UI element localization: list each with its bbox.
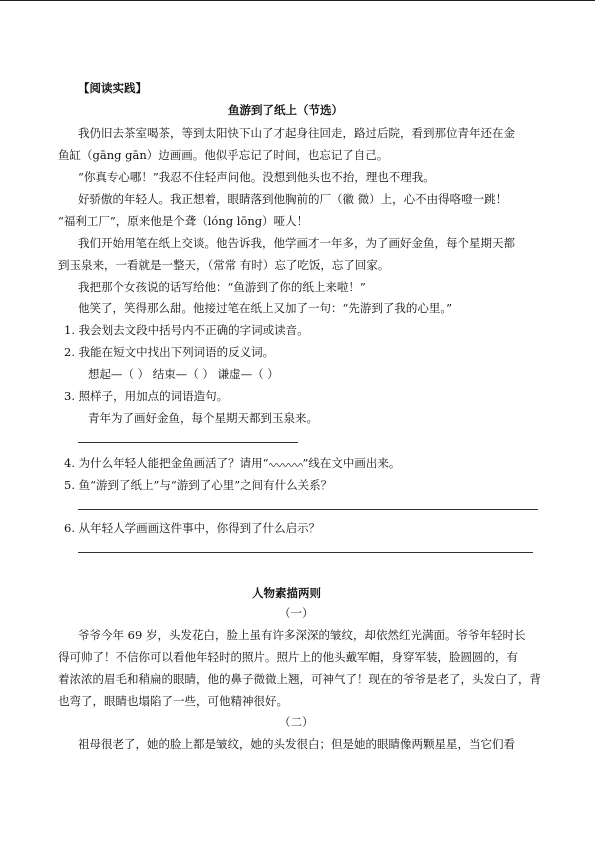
answer-line-q6[interactable] — [78, 552, 533, 553]
top-border — [0, 0, 595, 1]
question-2: 2. 我能在短文中找出下列词语的反义词。 — [64, 345, 275, 359]
question-3-example: 青年为了画好金鱼，每个星期天都到玉泉来。 — [88, 411, 318, 425]
part2-title: 人物素描两则 — [252, 586, 321, 600]
part2-p1-line1: 爷爷今年 69 岁，头发花白，脸上虽有许多深深的皱纹，却依然红光满面。爷爷年轻时长 — [78, 628, 526, 642]
section-header: 【阅读实践】 — [78, 81, 147, 95]
story-p6: 他笑了，笑得那么甜。他接过笔在纸上又加了一句：“先游到了我的心里。” — [78, 301, 453, 315]
question-2-antonym-blanks[interactable]: 想起—（ ） 结束—（ ） 谦虚—（ ） — [88, 367, 279, 381]
story-p4-line1: 我们开始用笔在纸上交谈。他告诉我，他学画才一年多，为了画好金鱼，每个星期天都 — [78, 236, 515, 250]
question-4-text-end: ”线在文中画出来。 — [302, 456, 401, 470]
question-4 — [64, 455, 400, 471]
part2-p2-line1: 祖母很老了，她的脸上都是皱纹，她的头发很白；但是她的眼睛像两颗星星，当它们看 — [78, 737, 515, 751]
story-p5: 我把那个女孩说的话写给他：“鱼游到了你的纸上来啦！” — [78, 280, 366, 294]
question-6: 6. 从年轻人学画画这件事中，你得到了什么启示？ — [64, 521, 321, 535]
story-p2: “你真专心哪！”我忍不住轻声问他。没想到他头也不抬，理也不理我。 — [78, 170, 435, 184]
story-title: 鱼游到了纸上（节选） — [228, 103, 343, 117]
story-p3-line1: 好骄傲的年轻人。我正想着，眼睛落到他胸前的厂（徽 微）上，心不由得咯噔一跳！ — [78, 192, 508, 206]
part2-subtitle-1: （一） — [279, 606, 314, 620]
question-5: 5. 鱼“游到了纸上”与“游到了心里”之间有什么关系？ — [64, 478, 333, 492]
story-p3-line2: “福利工厂”，原来他是个聋（lóng lōng）哑人！ — [58, 214, 309, 228]
question-4-text-start: 4. 为什么年轻人能把金鱼画活了？请用“ — [64, 456, 269, 470]
story-p1-line2: 鱼缸（gāng gān）边画画。他似乎忘记了时间，也忘记了自己。 — [58, 148, 389, 162]
part2-p1-line4: 也弯了，眼睛也塌陷了一些，可他精神很好。 — [58, 694, 288, 708]
wavy-underline-icon — [269, 460, 303, 468]
story-p1-line1: 我仍旧去茶室喝茶，等到太阳快下山了才起身往回走，路过后院，看到那位青年还在金 — [78, 126, 515, 140]
part2-p1-line2: 得可帅了！不信你可以看他年轻时的照片。照片上的他头戴军帽，身穿军装，脸圆圆的，有 — [58, 650, 518, 664]
story-p4-line2: 到玉泉来，一看就是一整天，（常常 有时）忘了吃饭，忘了回家。 — [58, 258, 390, 272]
part2-p1-line3: 着浓浓的眉毛和稍扁的眼睛，他的鼻子微微上翘，可神气了！现在的爷爷是老了，头发白了，背 — [58, 672, 541, 686]
answer-line-q3[interactable] — [78, 442, 298, 443]
part2-subtitle-2: （二） — [279, 715, 314, 729]
answer-line-q5[interactable] — [78, 509, 538, 510]
question-3: 3. 照样子，用加点的词语造句。 — [64, 389, 229, 403]
question-1: 1. 我会划去文段中括号内不正确的字词或读音。 — [64, 323, 309, 337]
